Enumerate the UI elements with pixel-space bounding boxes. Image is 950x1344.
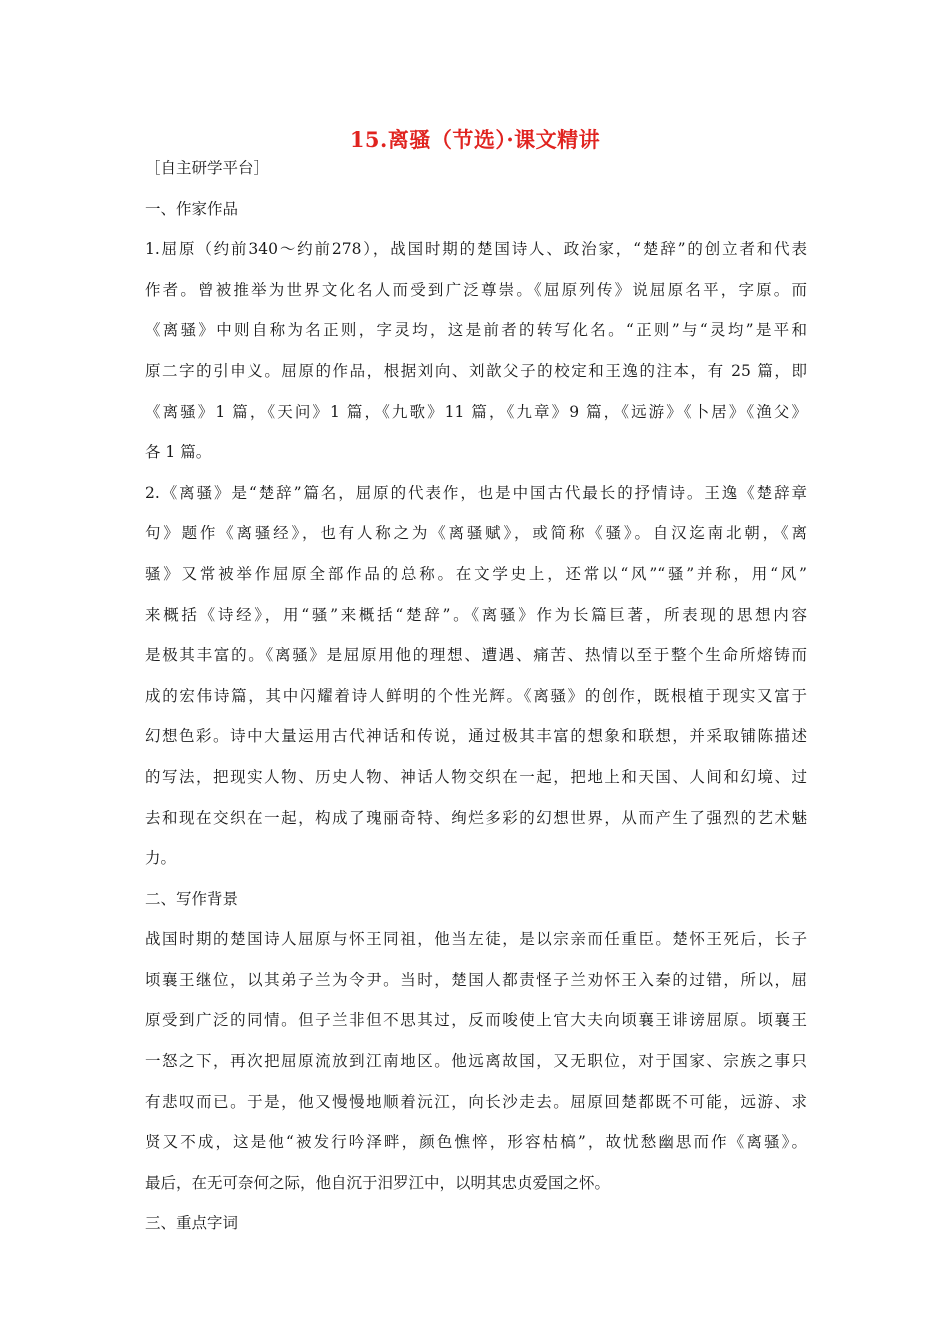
platform-label: ［自主研学平台］ [145,159,270,177]
document-title: 15.离骚（节选）·课文精讲 [349,127,601,152]
paragraph-line: 力。 [145,849,177,868]
paragraph-li-sao [145,473,807,879]
paragraph-line: 最后，在无可奈何之际，他自沉于汨罗江中，以明其忠贞爱国之怀。 [145,1173,611,1192]
paragraph-line: 是极其丰富的。《离骚》是屈原用他的理想、遭遇、痛苦、热情以至于整个生命所熔铸而 [145,646,807,665]
paragraph-line: 《离骚》中则自称为名正则，字灵均，这是前者的转写化名。“正则”与“灵均”是平和 [145,321,807,340]
paragraph-line: 成的宏伟诗篇，其中闪耀着诗人鲜明的个性光辉。《离骚》的创作，既根植于现实又富于 [145,686,807,705]
paragraph-line: 各 1 篇。 [145,443,212,462]
paragraph-line: 《离骚》1 篇，《天问》1 篇，《九歌》11 篇，《九章》9 篇，《远游》《卜居》《渔父》 [145,402,807,421]
paragraph-line: 贤又不成，这是他“被发行吟泽畔，颜色憔悴，形容枯槁”，故忧愁幽思而作《离骚》。 [145,1133,807,1152]
paragraph-line: 去和现在交织在一起，构成了瑰丽奇特、绚烂多彩的幻想世界，从而产生了强烈的艺术魅 [145,808,807,827]
paragraph-qu-yuan [145,229,807,473]
paragraph-line: 1.屈原（约前340～约前278），战国时期的楚国诗人、政治家，“楚辞”的创立者和代表 [145,240,807,259]
paragraph-line: 2.《离骚》是“楚辞”篇名，屈原的代表作，也是中国古代最长的抒情诗。王逸《楚辞章 [145,483,807,502]
section-heading-key-words: 三、重点字词 [145,1214,239,1233]
paragraph-line: 作者。曾被推举为世界文化名人而受到广泛尊崇。《屈原列传》说屈原名平，字原。而 [145,280,807,299]
paragraph-line: 句》题作《离骚经》，也有人称之为《离骚赋》，或简称《骚》。自汉迄南北朝，《离 [145,524,807,543]
paragraph-line: 来概括《诗经》，用“骚”来概括“楚辞”。《离骚》作为长篇巨著，所表现的思想内容 [145,605,807,624]
paragraph-line: 一怒之下，再次把屈原流放到江南地区。他远离故国，又无职位，对于国家、宗族之事只 [145,1052,807,1071]
paragraph-line: 幻想色彩。诗中大量运用古代神话和传说，通过极其丰富的想象和联想，并采取铺陈描述 [145,727,807,746]
section-heading-author-works: 一、作家作品 [145,199,239,218]
section-heading-background: 二、写作背景 [145,889,239,908]
paragraph-line: 原受到广泛的同情。但子兰非但不思其过，反而唆使上官大夫向顷襄王诽谤屈原。顷襄王 [145,1011,807,1030]
document-body [145,148,807,1244]
paragraph-line: 顷襄王继位，以其弟子兰为令尹。当时，楚国人都责怪子兰劝怀王入秦的过错，所以，屈 [145,970,807,989]
paragraph-line: 战国时期的楚国诗人屈原与怀王同祖，他当左徒，是以宗亲而任重臣。楚怀王死后，长子 [145,930,807,949]
paragraph-line: 骚》又常被举作屈原全部作品的总称。在文学史上，还常以“风”“骚”并称，用“风” [145,564,807,583]
paragraph-line: 的写法，把现实人物、历史人物、神话人物交织在一起，把地上和天国、人间和幻境、过 [145,767,807,786]
paragraph-background [145,919,807,1203]
paragraph-line: 原二字的引申义。屈原的作品，根据刘向、刘歆父子的校定和王逸的注本，有 25 篇，即 [145,361,807,380]
paragraph-line: 有悲叹而已。于是，他又慢慢地顺着沅江，向长沙走去。屈原回楚都既不可能，远游、求 [145,1092,807,1111]
